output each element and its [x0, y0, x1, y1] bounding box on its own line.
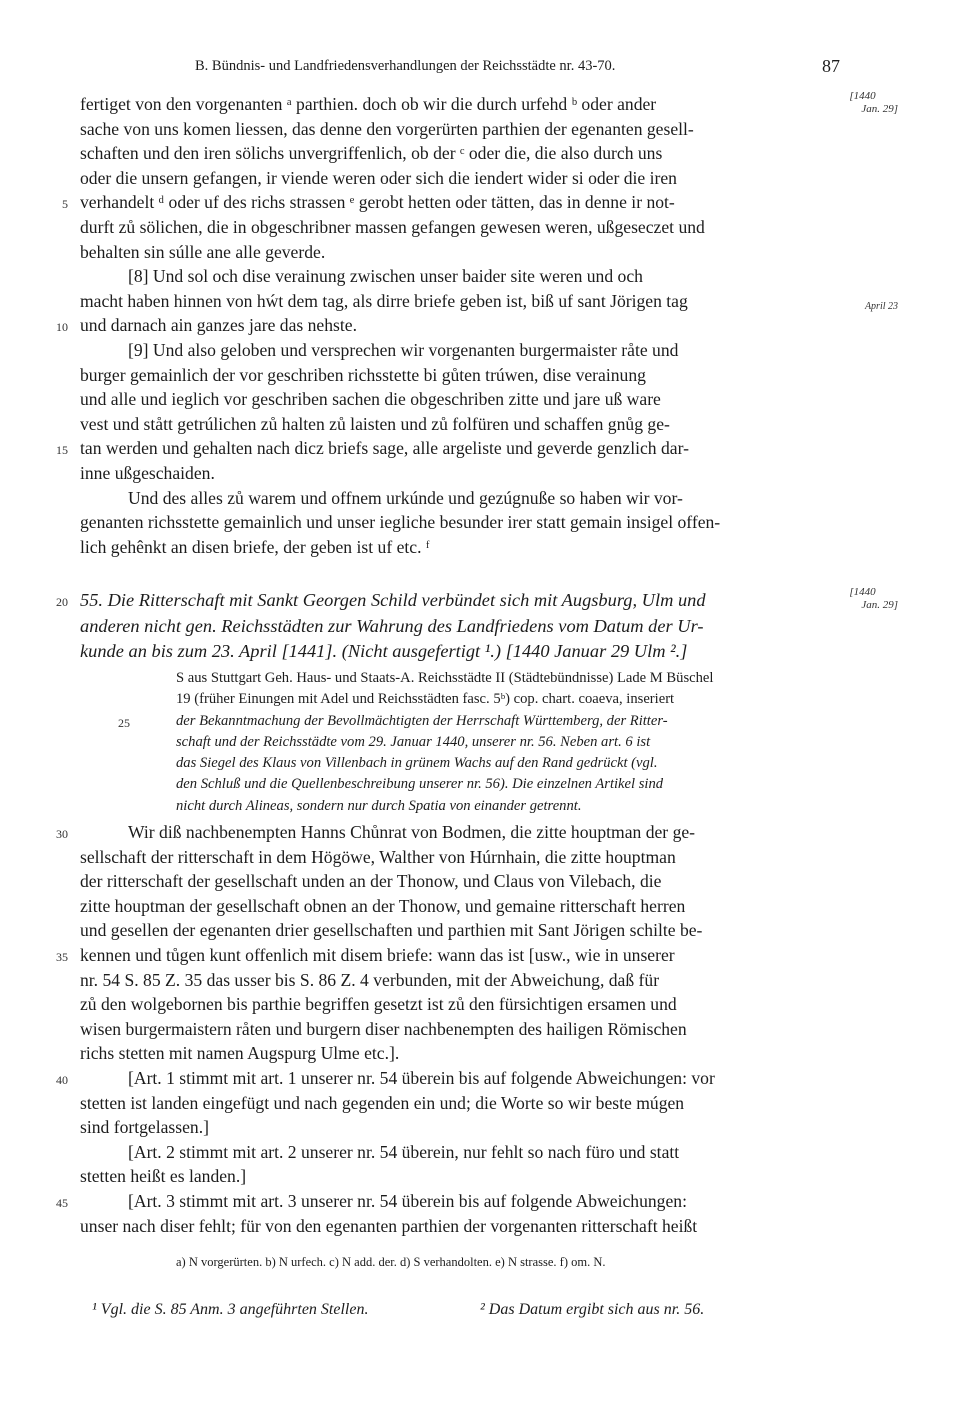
text-line: genanten richsstette gemainlich und unser iegliche besunder irer statt gemain insigel offen- — [80, 512, 721, 533]
line-number: 10 — [56, 320, 68, 335]
text-line: zů den wolgebornen bis parthie begriffen gesetzt ist zů den fürsichtigen ersamen und — [80, 994, 677, 1015]
text-line: Und des alles zů warem und offnem urkúnde und gezúgnuße so haben wir vor- — [128, 487, 683, 508]
footnote-line — [92, 1298, 836, 1323]
text-line: fertiget von den vorgenanten ᵃ parthien. doch ob wir die durch urfehd ᵇ oder ander [1440 Jan. 29] — [80, 90, 898, 115]
margin-date-note: [1440 Jan. 29] — [849, 586, 898, 611]
heading-line: 20 55. Die Ritterschaft mit Sankt Georgen Schild verbündet sich mit Augsburg, Ulm und [1440 Jan. 29] — [80, 588, 836, 614]
text-line: behalten sin súlle ane alle geverde. — [80, 241, 326, 262]
text-line: und gesellen der egenanten drier gesellschaften und parthien mit Sant Jörigen schilte be- — [80, 920, 703, 941]
note-line: 19 (früher Einungen mit Adel und Reichsstädten fasc. 5ᵇ) cop. chart. coaeva, inseriert — [176, 691, 675, 708]
text-line: lich gehênkt an disen briefe, der geben ist uf etc. ᶠ — [80, 536, 430, 557]
text-line: burger gemainlich der vor geschriben richsstette bi gůten trúwen, dise verainung — [80, 364, 646, 385]
text-line: [Art. 2 stimmt mit art. 2 unserer nr. 54 überein, nur fehlt so nach füro und statt — [128, 1141, 680, 1162]
text-line: nr. 54 S. 85 Z. 35 das usser bis S. 86 Z. 4 verbunden, mit der Abweichung, daß für — [80, 969, 660, 990]
line-number: 5 — [62, 197, 68, 212]
note-line: schaft und der Reichsstädte vom 29. Januar 1440, unserer nr. 56. Neben art. 6 ist — [176, 733, 651, 750]
text-line: 10 und darnach ain ganzes jare das nehste. — [80, 313, 836, 338]
text-line: sind fortgelassen.] — [80, 1117, 209, 1138]
footnote-1: ¹ Vgl. die S. 85 Anm. 3 angeführten Stellen. — [92, 1301, 369, 1318]
line-number: 45 — [56, 1195, 68, 1210]
text-line: sache von uns komen liessen, das denne den vorgerürten parthien der egenanten gesell- — [80, 118, 694, 139]
page-number: 87 — [822, 56, 840, 76]
note-line: das Siegel des Klaus von Villenbach in grünem Wachs auf den Rand gedrückt (vgl. — [176, 755, 658, 772]
text-line: 45 [Art. 3 stimmt mit art. 3 unserer nr. 54 überein bis auf folgende Abweichungen: — [80, 1189, 836, 1214]
text-line: unser nach diser fehlt; für von den egenanten parthien der vorgenanten ritterschaft heißt — [80, 1215, 698, 1236]
text-line: oder die unsern gefangen, ir viende weren oder sich die iendert wider si oder die iren — [80, 167, 677, 188]
heading-line: kunde an bis zum 23. April [1441]. (Nicht ausgefertigt ¹.) [1440 Januar 29 Ulm ².] — [80, 641, 688, 661]
note-line: nicht durch Alineas, sondern nur durch Spatia von einander getrennt. — [176, 797, 582, 814]
text-line: wisen burgermaistern råten und burgern diser nachbenempten des hailigen Römischen — [80, 1018, 687, 1039]
footnote-2: ² Das Datum ergibt sich aus nr. 56. — [480, 1301, 705, 1318]
note-line: 25 der Bekanntmachung der Bevollmächtigten der Herrschaft Württemberg, der Ritter- — [176, 711, 836, 732]
text-line: 5 verhandelt ᵈ oder uf des richs strassen ᵉ gerobt hetten oder tätten, das in denne ir not- — [80, 190, 836, 215]
margin-date-note: [1440 Jan. 29] — [849, 90, 898, 115]
text-line: der ritterschaft der gesellschaft unden an der Thonow, und Claus von Vilebach, die — [80, 871, 662, 892]
note-line: den Schluß und die Quellenbeschreibung unserer nr. 56). Die einzelnen Artikel sind — [176, 776, 664, 793]
critical-apparatus — [176, 1252, 836, 1272]
text-line: stetten ist landen eingefügt und nach gegenden ein und; die Worte so wir beste múgen — [80, 1092, 685, 1113]
line-number: 25 — [118, 715, 130, 730]
text-line: 35 kennen und tůgen kunt offenlich mit disem briefe: wann das ist [usw., wie in unserer — [80, 943, 836, 968]
text-line: vest und stått getrúlichen zů halten zů laisten und zů folfüren und schaffen gnůg ge- — [80, 413, 670, 434]
body-text-block-1 — [56, 90, 898, 559]
note-line: S aus Stuttgart Geh. Haus- und Staats-A. Reichsstädte II (Städtebündnisse) Lade M Büschel — [176, 670, 714, 686]
footnotes — [92, 1298, 836, 1323]
text-line: schaften und den iren sölichs unvergriffenlich, ob der ᶜ oder die, die also durch uns — [80, 143, 663, 164]
text-line: [8] Und sol och dise verainung zwischen unser baider site weren und och — [128, 266, 643, 287]
line-number: 30 — [56, 827, 68, 841]
text-line: 40 [Art. 1 stimmt mit art. 1 unserer nr. 54 überein bis auf folgende Abweichungen: vor — [80, 1066, 836, 1091]
line-number: 35 — [56, 949, 68, 964]
text-line: inne ußgeschaiden. — [80, 462, 215, 483]
document-heading — [56, 586, 898, 665]
text-line: 30 Wir diß nachbenempten Hanns Chůnrat von Bodmen, die zitte houptman der ge- — [80, 820, 836, 845]
text-line: sellschaft der ritterschaft in dem Högöwe, Walther von Húrnhain, die zitte houptman — [80, 846, 676, 867]
body-text-block-2 — [56, 820, 836, 1238]
text-line: [9] Und also geloben und versprechen wir vorgenanten burgermaister råte und — [128, 339, 679, 360]
text-line: und alle und ieglich vor geschriben sachen die obgeschriben zitte und jare uß ware — [80, 389, 661, 410]
text-line: zitte houptman der gesellschaft obnen an der Thonow, und gemaine ritterschaft herren — [80, 895, 686, 916]
apparatus-line: a) N vorgerürten. b) N urfech. c) N add. der. d) S verhandolten. e) N strasse. f) om. N. — [176, 1255, 606, 1269]
text-line: durft zů sölichen, die in obgeschribner massen gefangen gewesen weren, ußgeseczet und — [80, 216, 705, 237]
text-line: 15 tan werden und gehalten nach dicz briefs sage, alle argeliste und geverde genzlich dar- — [80, 436, 836, 461]
text-line: stetten heißt es landen.] — [80, 1166, 247, 1187]
text-line: macht haben hinnen von hẃt dem tag, als dirre briefe geben ist, biß uf sant Jörigen tag April 23 — [80, 289, 836, 314]
line-number: 15 — [56, 443, 68, 458]
text-line: richs stetten mit namen Augspurg Ulme etc.]. — [80, 1043, 400, 1064]
line-number: 40 — [56, 1072, 68, 1087]
heading-line: anderen nicht gen. Reichsstädten zur Wahrung des Landfriedens vom Datum der Ur- — [80, 615, 704, 636]
margin-date-note: April 23 — [864, 300, 898, 312]
running-header — [195, 58, 840, 75]
header-title: B. Bündnis- und Landfriedensverhandlungen der Reichsstädte nr. 43-70. — [195, 58, 616, 74]
line-number: 20 — [56, 595, 68, 609]
source-note — [118, 668, 836, 817]
